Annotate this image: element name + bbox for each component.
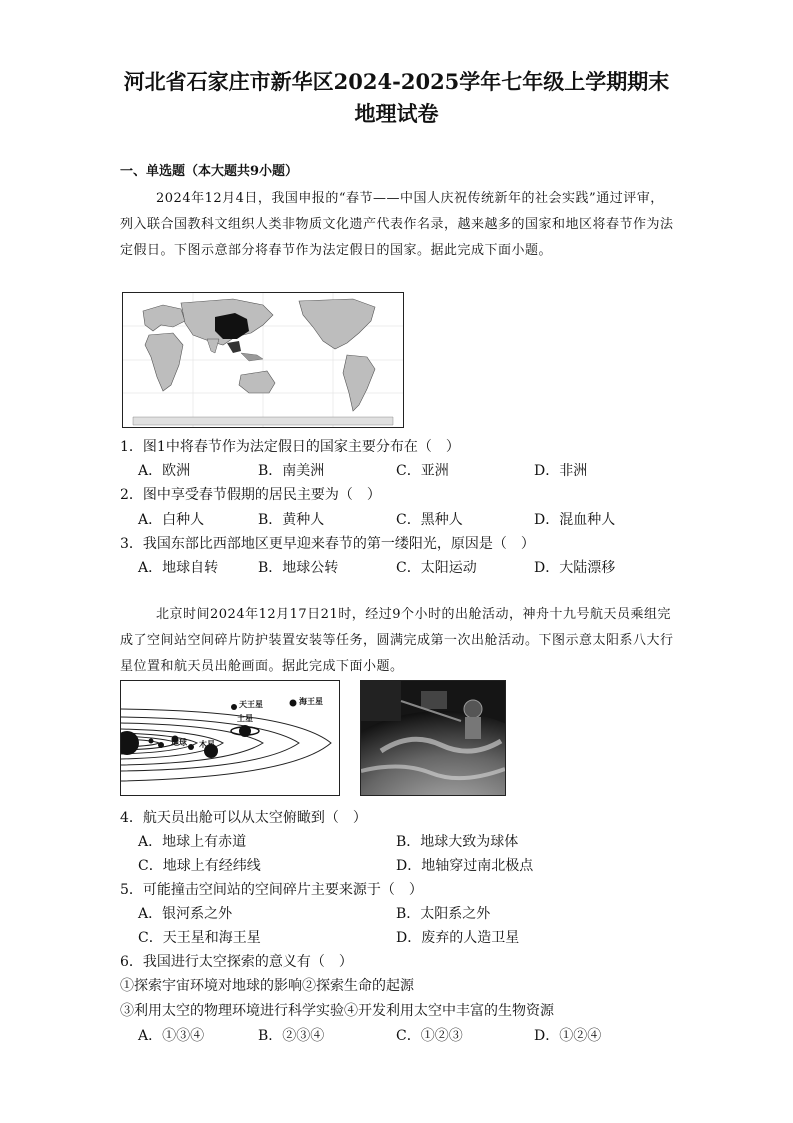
question-6-statement-1: ①探索宇宙环境对地球的影响②探索生命的起源 <box>120 978 414 994</box>
exam-title-line1: 河北省石家庄市新华区2024-2025学年七年级上学期期末 <box>123 69 670 94</box>
question-6-option-c[interactable]: C．①②③ <box>396 1028 463 1044</box>
exam-title-line2: 地理试卷 <box>354 101 439 126</box>
question-4-option-b[interactable]: B．地球大致为球体 <box>396 834 519 850</box>
astronaut-photo <box>360 680 506 796</box>
question-4-option-a[interactable]: A．地球上有赤道 <box>138 834 247 850</box>
question-1-stem: 1．图1中将春节作为法定假日的国家主要分布在（ ） <box>120 439 460 455</box>
question-4-stem: 4．航天员出舱可以从太空俯瞰到（ ） <box>120 810 367 826</box>
section-heading: 一、单选题（本大题共9小题） <box>120 164 299 179</box>
uranus-label: 天王星 <box>239 700 263 709</box>
question-6-option-d[interactable]: D．①②④ <box>534 1028 602 1044</box>
question-5-option-a[interactable]: A．银河系之外 <box>138 906 233 922</box>
question-3-option-c[interactable]: C．太阳运动 <box>396 560 477 576</box>
question-2-option-c[interactable]: C．黑种人 <box>396 512 463 528</box>
earth-label: 地球 <box>171 738 187 747</box>
question-3-option-d[interactable]: D．大陆漂移 <box>534 560 616 576</box>
jupiter-label: 木星 <box>199 740 215 749</box>
question-5-option-b[interactable]: B．太阳系之外 <box>396 906 491 922</box>
world-map-image <box>123 293 403 427</box>
question-6-stem: 6．我国进行太空探索的意义有（ ） <box>120 954 353 970</box>
question-2-option-d[interactable]: D．混血种人 <box>534 512 616 528</box>
question-5-option-c[interactable]: C．天王星和海王星 <box>138 930 261 946</box>
question-5-stem: 5．可能撞击空间站的空间碎片主要来源于（ ） <box>120 882 423 898</box>
neptune-label: 海王星 <box>299 697 323 706</box>
passage-1: 2024年12月4日，我国申报的“春节——中国人庆祝传统新年的社会实践”通过评审，列入联合国教科文组织人类非物质文化遗产代表作名录，越来越多的国家和地区将春节作为法定假日。下图示意部分将春节作为法定假日的国家。据此完成下面小题。 <box>120 191 674 258</box>
passage-2: 北京时间2024年12月17日21时，经过9个小时的出舱活动，神舟十九号航天员乘组完成了空间站空间碎片防护装置安装等任务，圆满完成第一次出舱活动。下图示意太阳系八大行星位置和航天员出舱画面。据此完成下面小题。 <box>120 607 674 674</box>
question-5-option-d[interactable]: D．废弃的人造卫星 <box>396 930 520 946</box>
solar-system-figure <box>120 680 340 796</box>
question-1-option-d[interactable]: D．非洲 <box>534 463 588 479</box>
question-2-option-a[interactable]: A．白种人 <box>138 512 205 528</box>
question-3-option-b[interactable]: B．地球公转 <box>258 560 339 576</box>
question-1-option-b[interactable]: B．南美洲 <box>258 463 325 479</box>
question-3-option-a[interactable]: A．地球自转 <box>138 560 219 576</box>
world-map-figure <box>122 292 404 428</box>
question-1-option-a[interactable]: A．欧洲 <box>138 463 191 479</box>
question-2-option-b[interactable]: B．黄种人 <box>258 512 325 528</box>
question-6-option-b[interactable]: B．②③④ <box>258 1028 325 1044</box>
question-1-option-c[interactable]: C．亚洲 <box>396 463 449 479</box>
question-4-option-d[interactable]: D．地轴穿过南北极点 <box>396 858 534 874</box>
astronaut-photo-image <box>361 681 505 795</box>
question-4-option-c[interactable]: C．地球上有经纬线 <box>138 858 261 874</box>
question-2-stem: 2．图中享受春节假期的居民主要为（ ） <box>120 487 381 503</box>
question-6-option-a[interactable]: A．①③④ <box>138 1028 205 1044</box>
saturn-label: 土星 <box>237 714 253 723</box>
question-6-statement-2: ③利用太空的物理环境进行科学实验④开发利用太空中丰富的生物资源 <box>120 1003 554 1019</box>
question-3-stem: 3．我国东部比西部地区更早迎来春节的第一缕阳光，原因是（ ） <box>120 536 535 552</box>
